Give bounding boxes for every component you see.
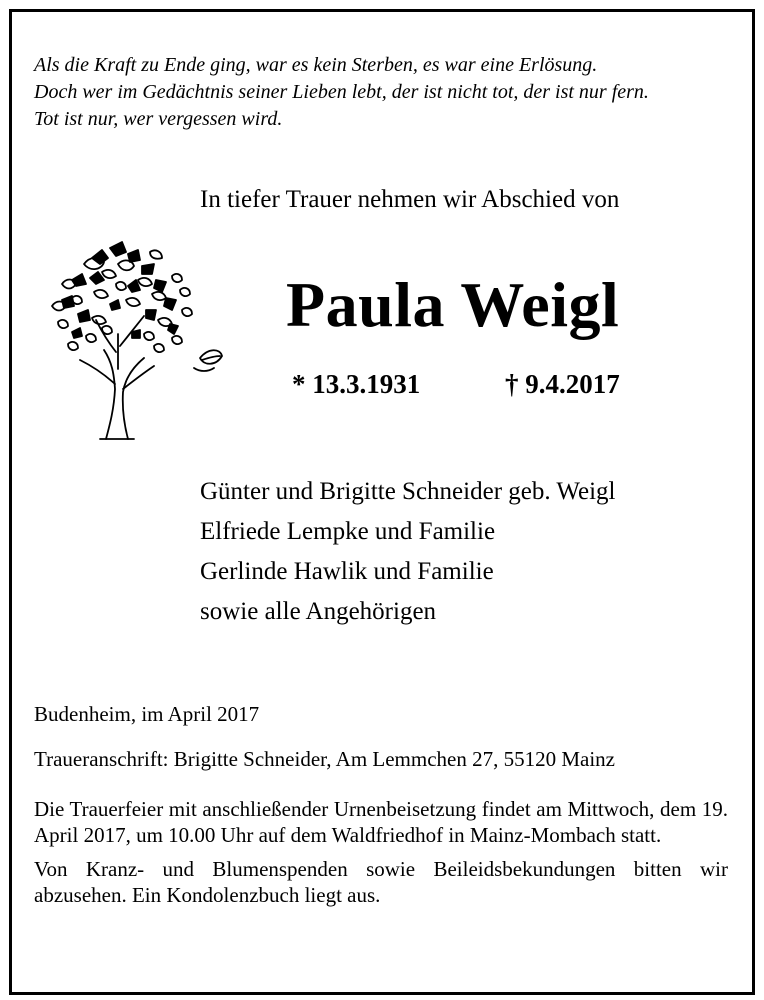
tree-icon bbox=[32, 234, 224, 442]
memorial-poem bbox=[34, 52, 734, 133]
deceased-name: Paula Weigl bbox=[286, 269, 620, 340]
mourner-line: Gerlinde Hawlik und Familie bbox=[200, 558, 494, 585]
poem-line: Tot ist nur, wer vergessen wird. bbox=[34, 108, 283, 130]
place-date: Budenheim, im April 2017 bbox=[34, 702, 260, 726]
ceremony-paragraph: Die Trauerfeier mit anschließender Urnenbeisetzung findet am Mittwoch, dem 19. April 2017, um 10.00 Uhr auf dem Waldfriedhof in Mainz-Mombach statt. bbox=[34, 797, 728, 847]
poem-line: Doch wer im Gedächtnis seiner Lieben lebt, der ist nicht tot, der ist nur fern. bbox=[34, 81, 649, 103]
death-date: † 9.4.2017 bbox=[505, 369, 620, 399]
intro-line: In tiefer Trauer nehmen wir Abschied von bbox=[200, 186, 620, 213]
ceremony-info bbox=[34, 796, 728, 908]
mourner-line: Elfriede Lempke und Familie bbox=[200, 518, 496, 545]
birth-date: * 13.3.1931 bbox=[292, 369, 421, 399]
mourning-address: Traueranschrift: Brigitte Schneider, Am Lemmchen 27, 55120 Mainz bbox=[34, 747, 616, 771]
donation-request: Von Kranz- und Blumenspenden sowie Beileidsbekundungen bitten wir abzusehen. Ein Kondolenzbuch liegt aus. bbox=[34, 857, 728, 907]
mourners-list bbox=[200, 472, 616, 632]
mourner-line: Günter und Brigitte Schneider geb. Weigl bbox=[200, 478, 616, 505]
mourner-line: sowie alle Angehörigen bbox=[200, 598, 437, 625]
poem-line: Als die Kraft zu Ende ging, war es kein Sterben, es war eine Erlösung. bbox=[34, 54, 598, 76]
